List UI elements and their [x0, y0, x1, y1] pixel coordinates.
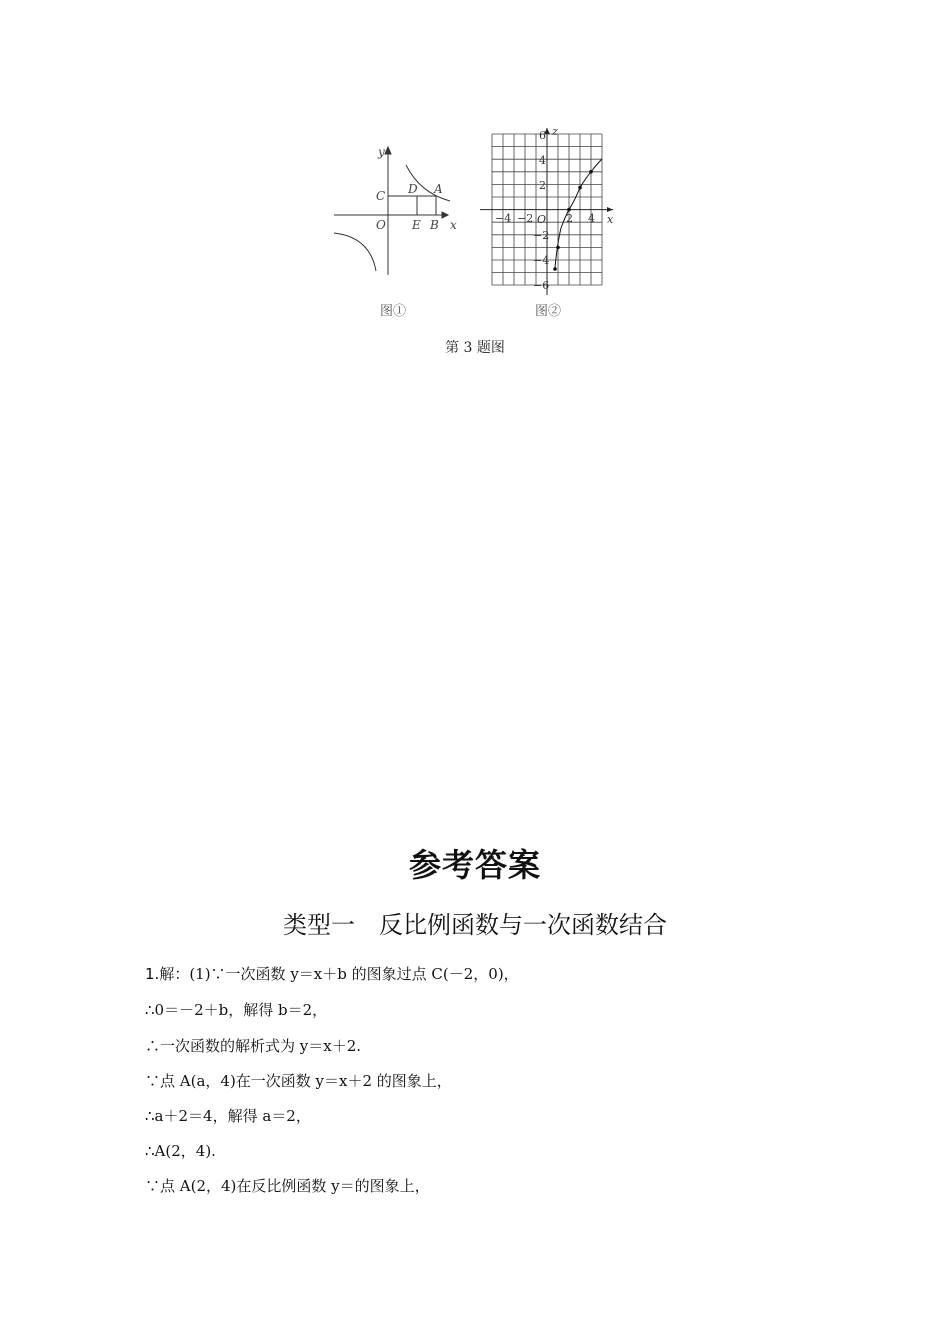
figure-1-graph — [320, 125, 470, 285]
fig2-origin: O — [537, 213, 547, 226]
fig2-ztick: −2 — [533, 229, 550, 242]
fig1-label-a: A — [434, 182, 443, 196]
fig1-label-e: E — [412, 218, 421, 232]
fig2-ztick: 6 — [539, 129, 546, 142]
answer-line: ∴a＋2＝4，解得 a＝2， — [145, 1107, 311, 1125]
fig2-xtick: 2 — [566, 212, 573, 225]
fig2-xtick: −4 — [495, 212, 512, 225]
fig2-xtick: −2 — [517, 212, 534, 225]
fig1-label-o: O — [376, 218, 386, 232]
answer-line: 1.解：(1)∵一次函数 y＝x＋b 的图象过点 C(－2，0)， — [145, 965, 519, 983]
figure-title: 第 3 题图 — [445, 340, 505, 356]
fig1-label-d: D — [408, 182, 418, 196]
question-number: 1. — [145, 965, 160, 983]
fig1-label-c: C — [376, 189, 386, 203]
answer-line: ∴0＝－2＋b，解得 b＝2， — [145, 1001, 328, 1019]
figure-2-caption: 图② — [535, 304, 562, 319]
answer-line: ∴一次函数的解析式为 y＝x＋2. — [145, 1037, 362, 1055]
fig2-axis-z: z — [552, 125, 558, 138]
fig2-ztick: 4 — [539, 154, 546, 167]
fig2-xtick: 4 — [588, 212, 595, 225]
fig1-label-x: x — [450, 218, 457, 232]
answer-line: ∵点 A(a，4)在一次函数 y＝x＋2 的图象上， — [145, 1072, 452, 1090]
answer-line: ∵点 A(2，4)在反比例函数 y＝的图象上， — [145, 1177, 430, 1195]
section-heading: 类型一 反比例函数与一次函数结合 — [283, 911, 667, 939]
fig2-ztick: −4 — [533, 254, 550, 267]
fig2-ztick: 2 — [539, 179, 546, 192]
fig2-axis-x: x — [607, 213, 614, 226]
figure-1-caption: 图① — [380, 304, 407, 319]
fig1-label-b: B — [430, 218, 439, 232]
figure-2-graph — [475, 125, 625, 300]
answers-heading: 参考答案 — [408, 846, 541, 884]
answer-line: ∴A(2，4). — [145, 1142, 216, 1160]
fig2-ztick: −6 — [533, 279, 550, 292]
fig1-label-y: y — [378, 145, 385, 159]
